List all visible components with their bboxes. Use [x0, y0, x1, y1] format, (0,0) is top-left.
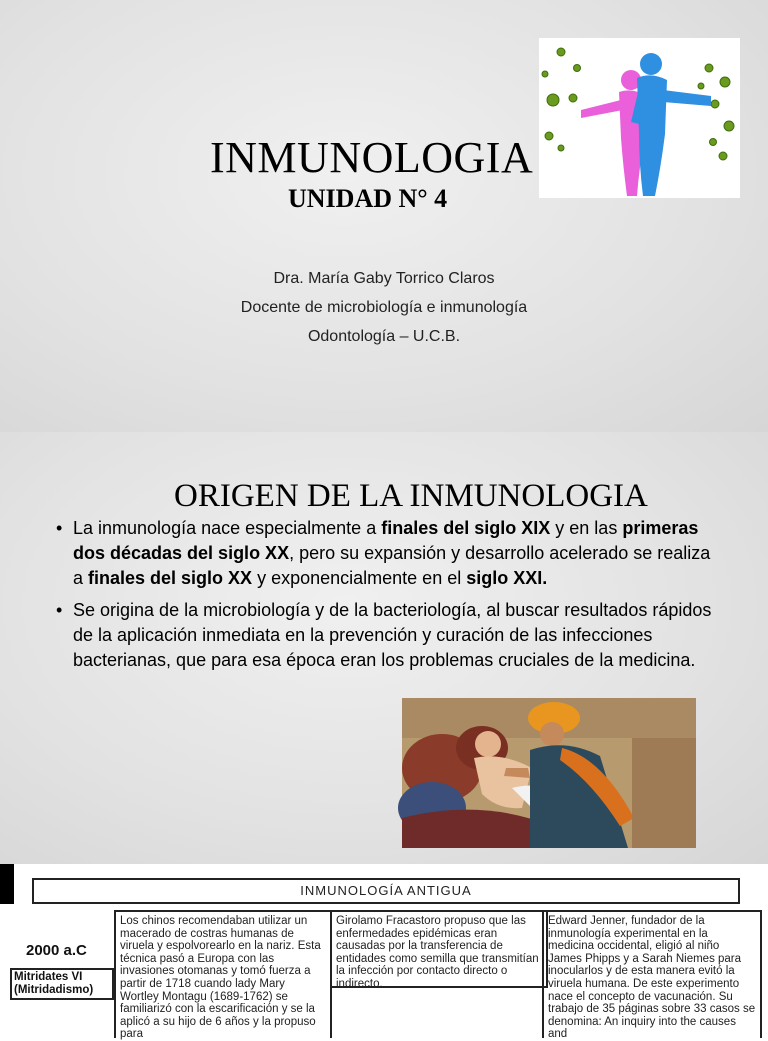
author-role: Docente de microbiología e inmunología: [240, 299, 528, 316]
document-header: INMUNOLOGÍA ANTIGUA: [32, 878, 740, 904]
ancient-immunology-document: [0, 864, 768, 1041]
timeline-year: 2000 a.C: [26, 942, 87, 959]
title-slide: [0, 0, 768, 432]
origin-slide: [0, 432, 768, 864]
fracastoro-text: Girolamo Fracastoro propuso que las enfermedades epidémicas eran causadas por la transferencia de entidades como semilla que transmitían la infección por contacto directo o indirecto.: [330, 910, 548, 988]
bullet-origin-dates: • La inmunología nace especialmente a finales del siglo XIX y en las primeras dos décadas del siglo XX, pero su expansión y desarrollo acelerado se realiza a finales del siglo XX y exponencialmente en el siglo XXI.: [56, 516, 716, 591]
author-institution: Odontología – U.C.B.: [307, 328, 461, 345]
slide-title: ORIGEN DE LA INMUNOLOGIA: [174, 478, 648, 514]
author-name: Dra. María Gaby Torrico Claros: [273, 270, 495, 287]
chinese-variolation-text: Los chinos recomendaban utilizar un macerado de costras humanas de viruela y espolvorearlo en la nariz. Esta técnica pasó a Europa con las invasiones otomanas y tomó fuerza a partir de 1718 cuando lady Mary Wortley Montagu (1689-1762) se familiarizó con la escarificación y se la aplicó a su hijo de 6 años y la propuso para: [114, 910, 332, 1038]
immune-defense-illustration-icon: [539, 38, 740, 198]
slide-title: INMUNOLOGIA: [210, 133, 534, 182]
author-block: [0, 264, 768, 351]
slide-subtitle: UNIDAD N° 4: [288, 184, 448, 213]
bullet-origin-source: • Se origina de la microbiología y de la bacteriología, al buscar resultados rápidos de la aplicación inmediata en la prevención y curación de las infecciones bacterianas, que para esa época eran los problemas cruciales de la medicina.: [56, 598, 716, 673]
jenner-text: Edward Jenner, fundador de la inmunología experimental en la medicina occidental, eligió al niño James Phipps y a Sarah Niemes para inocularlos y de esta manera evitó la viruela humana. De este experimento nace el concepto de vacunación. Su trabajo de 35 páginas sobre 33 casos se denomina: An inquiry into the causes and: [542, 910, 762, 1038]
historical-vaccination-painting-icon: [402, 698, 696, 848]
scan-edge: [0, 864, 14, 904]
mitridates-label: Mitridates VI (Mitridadismo): [10, 968, 114, 1000]
bullet-list: [56, 516, 716, 680]
